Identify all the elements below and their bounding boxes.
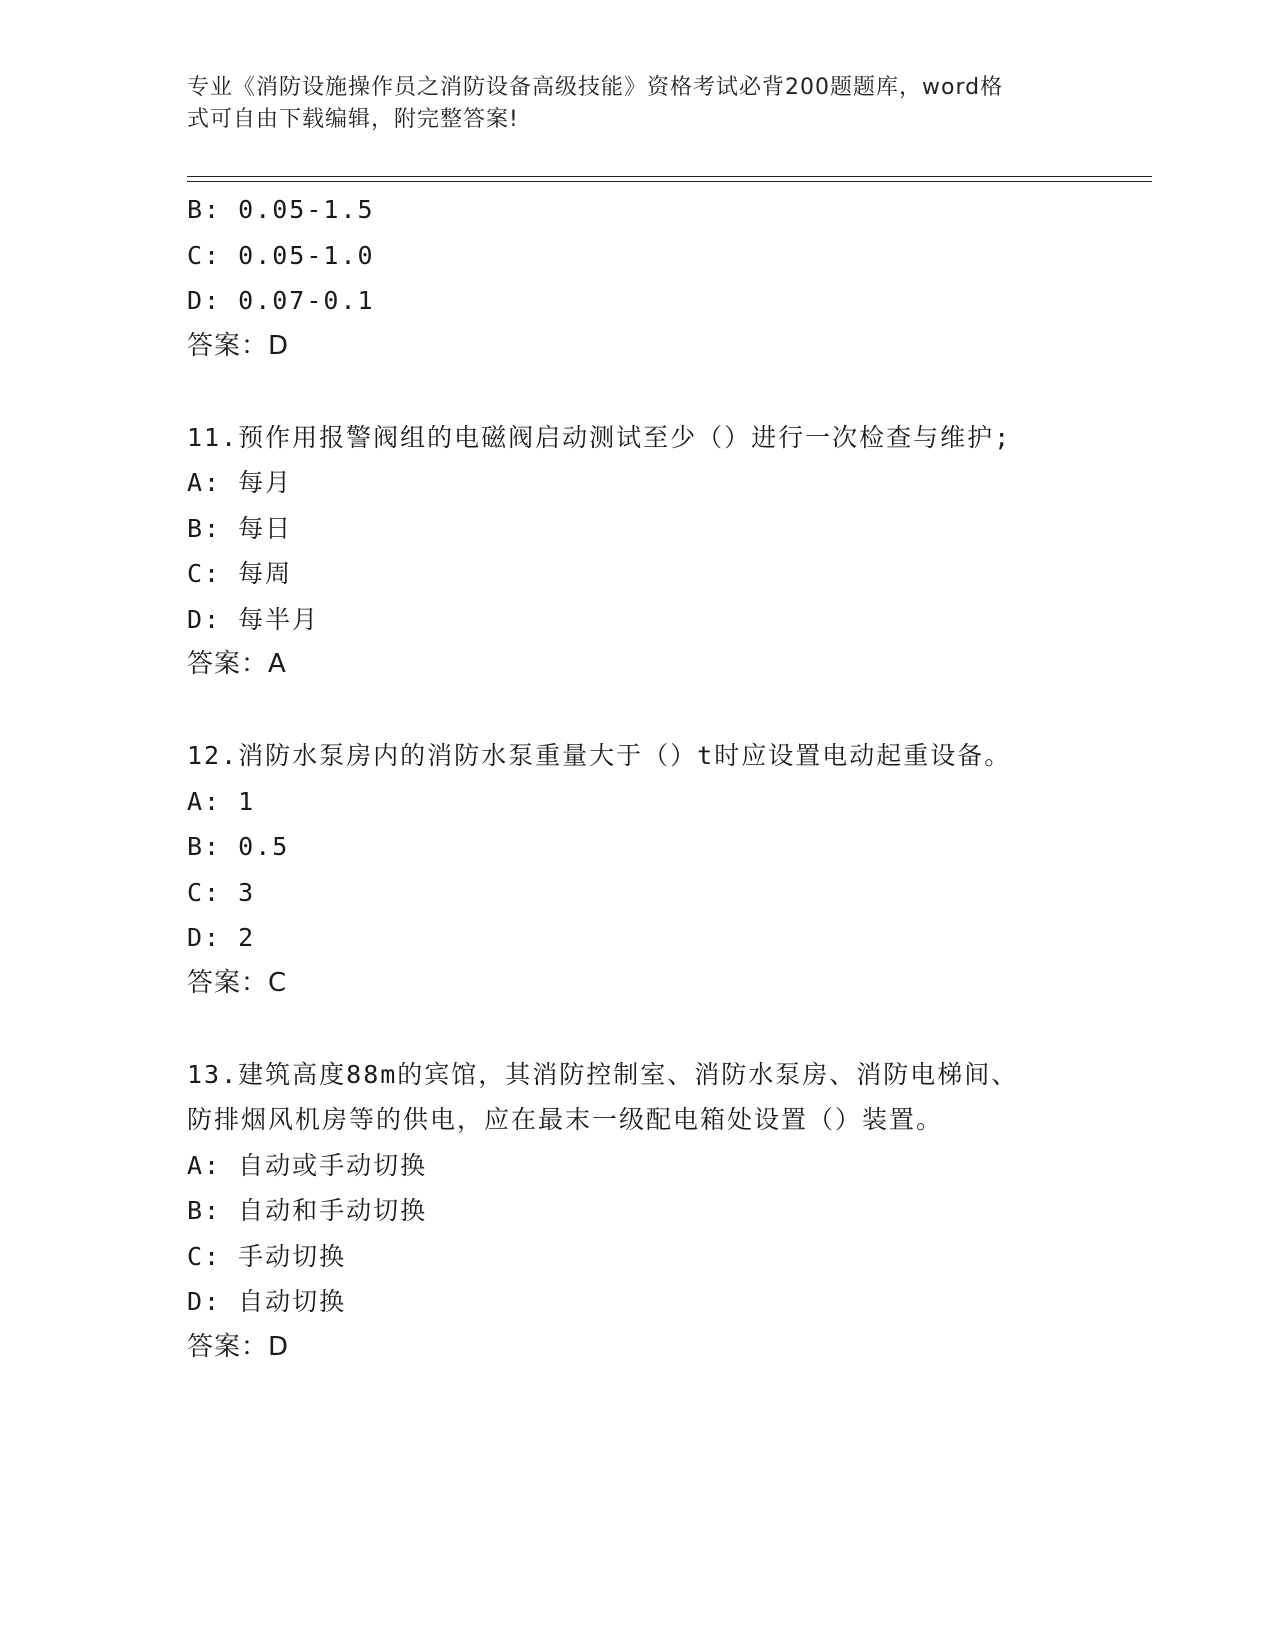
option-c: C: 每周 [187,559,293,588]
option-b: B: 每日 [187,513,293,543]
option-b: B: 0.5 [187,832,290,861]
option-b: B: 0.05-1.5 [187,195,375,224]
answer-line: 答案：D [187,330,290,361]
question-block-13 [187,1052,1107,1371]
spacer [187,688,1107,734]
option-a: A: 1 [187,786,256,816]
option-c: C: 0.05-1.0 [187,240,375,270]
header-rule-bottom [187,181,1152,182]
header-line-2: 式可自由下载编辑，附完整答案! [187,107,519,132]
page-header [187,72,1067,136]
answer-line: 答案：C [187,967,288,998]
answer-line: 答案：D [187,1331,290,1362]
option-c: C: 3 [187,877,256,907]
question-block-12 [187,733,1107,1006]
question-stem: 13.建筑高度88m的宾馆，其消防控制室、消防水泵房、消防电梯间、 [187,1059,1019,1089]
option-c: C: 手动切换 [187,1241,347,1271]
question-stem-continued: 防排烟风机房等的供电，应在最末一级配电箱处设置（）装置。 [187,1105,944,1134]
header-rule-top [187,176,1152,177]
answer-line: 答案：A [187,649,287,679]
option-d: D: 每半月 [187,604,320,634]
question-list [187,187,1107,1370]
option-a: A: 自动或手动切换 [187,1150,428,1180]
header-line-1: 专业《消防设施操作员之消防设备高级技能》资格考试必背200题题库，word格 [187,75,1004,100]
question-stem: 11.预作用报警阀组的电磁阀启动测试至少（）进行一次检查与维护; [187,422,1012,452]
question-block-11 [187,415,1107,688]
spacer [187,369,1107,415]
option-a: A: 每月 [187,468,293,497]
option-d: D: 自动切换 [187,1287,347,1316]
option-d: D: 0.07-0.1 [187,286,375,315]
spacer [187,1006,1107,1052]
question-stem: 12.消防水泵房内的消防水泵重量大于（）t时应设置电动起重设备。 [187,741,1012,770]
option-d: D: 2 [187,923,256,952]
question-block-10 [187,187,1107,369]
option-b: B: 自动和手动切换 [187,1196,428,1225]
